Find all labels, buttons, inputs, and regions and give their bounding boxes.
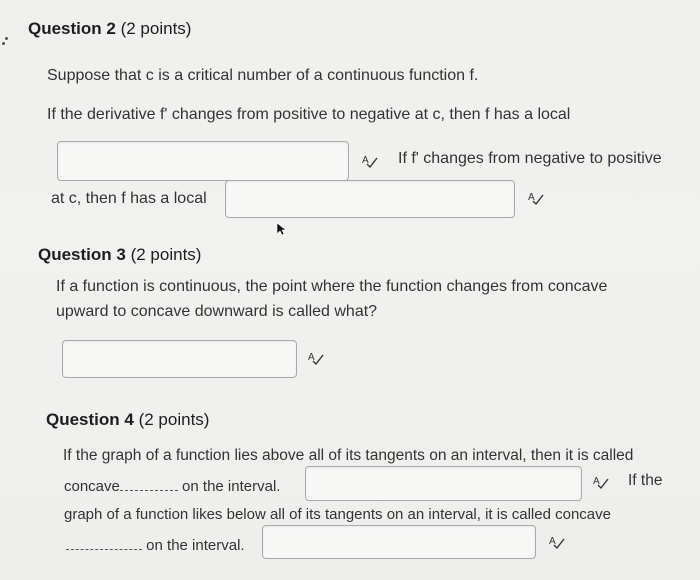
question-4-text-line-4 xyxy=(66,535,245,554)
question-3-heading xyxy=(38,245,201,265)
question-2-text-line-1: Suppose that c is a critical number of a continuous function f. xyxy=(47,67,479,84)
question-3-text-line-2: upward to concave downward is called what? xyxy=(56,303,378,320)
question-4-text-line-2 xyxy=(64,476,280,495)
question-2-heading xyxy=(28,19,191,39)
svg-text:A: A xyxy=(593,476,600,487)
question-4-concave-label: concave xyxy=(64,478,120,495)
svg-text:A: A xyxy=(362,155,369,166)
question-4-text-line-3: graph of a function likes below all of its tangents on an interval, it is called concave xyxy=(64,506,611,523)
question-4-heading xyxy=(46,410,209,430)
fill-in-blank-line xyxy=(120,476,178,491)
question-4-title: Question 4 xyxy=(46,410,134,429)
question-2-answer-input-1[interactable] xyxy=(57,141,349,181)
svg-text:A: A xyxy=(528,192,535,203)
question-2-title: Question 2 xyxy=(28,19,116,38)
question-2-answer-input-2[interactable] xyxy=(225,180,515,218)
spellcheck-icon[interactable] xyxy=(527,190,545,206)
spellcheck-icon[interactable] xyxy=(361,153,379,169)
question-3-text-line-1: If a function is continuous, the point where the function changes from concave xyxy=(56,278,608,295)
question-3-answer-input[interactable] xyxy=(62,340,297,378)
svg-text:A: A xyxy=(308,352,315,363)
question-2-text-line-2: If the derivative f' changes from positive to negative at c, then f has a local xyxy=(47,106,571,123)
question-4-interval-label-2: on the interval. xyxy=(146,537,245,554)
question-4-text-line-1: If the graph of a function lies above all of its tangents on an interval, then it is called xyxy=(63,447,634,464)
question-2-text-line-3: If f' changes from negative to positive xyxy=(398,150,662,167)
fill-in-blank-line xyxy=(66,535,142,550)
mouse-pointer-icon xyxy=(276,222,288,236)
left-edge-mark xyxy=(5,37,8,40)
left-edge-mark xyxy=(2,42,5,45)
spellcheck-icon[interactable] xyxy=(548,534,566,550)
spellcheck-icon[interactable] xyxy=(592,474,610,490)
question-4-answer-input-1[interactable] xyxy=(305,466,582,501)
question-2-points: (2 points) xyxy=(120,19,192,38)
question-3-points: (2 points) xyxy=(130,245,202,264)
question-4-answer-input-2[interactable] xyxy=(262,525,536,559)
question-2-text-line-4: at c, then f has a local xyxy=(51,190,207,207)
spellcheck-icon[interactable] xyxy=(307,350,325,366)
question-3-title: Question 3 xyxy=(38,245,126,264)
svg-text:A: A xyxy=(549,536,556,547)
question-4-text-if-the: If the xyxy=(628,472,663,489)
question-4-points: (2 points) xyxy=(138,410,210,429)
question-4-interval-label: on the interval. xyxy=(182,478,281,495)
